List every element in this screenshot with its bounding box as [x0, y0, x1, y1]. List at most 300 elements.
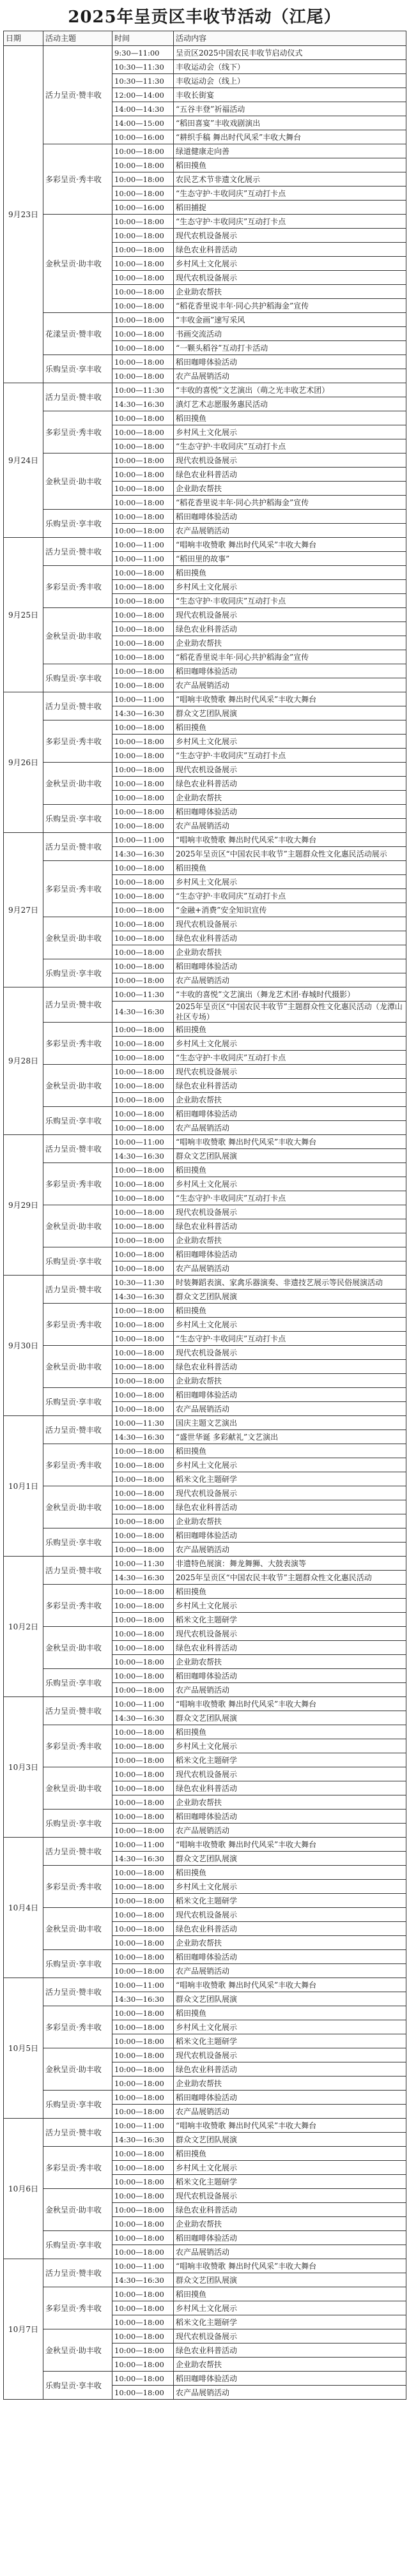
time-cell: 10:00—18:00 [112, 327, 174, 341]
time-cell: 14:30—16:30 [112, 1290, 174, 1304]
content-cell: 群众文艺团队展演 [174, 2273, 406, 2287]
time-cell: 10:00—18:00 [112, 1472, 174, 1486]
content-cell: 稻田咖啡体验活动 [174, 1669, 406, 1683]
time-cell: 10:00—18:00 [112, 791, 174, 805]
table-row [4, 383, 406, 397]
theme-cell: 多彩呈贡·秀丰收 [43, 1304, 112, 1346]
header-time: 时间 [112, 31, 174, 46]
content-cell: “丰收的喜悦”文艺演出（舞龙艺术团·春城时代摄影） [174, 987, 406, 1002]
content-cell: 农产品展销活动 [174, 1543, 406, 1557]
content-cell: 稻田咖啡体验活动 [174, 1388, 406, 1402]
time-cell: 10:00—18:00 [112, 1543, 174, 1557]
time-cell: 10:00—18:00 [112, 2161, 174, 2175]
time-cell: 10:00—18:00 [112, 313, 174, 327]
time-cell: 10:00—18:00 [112, 2287, 174, 2301]
table-row [4, 805, 406, 819]
time-cell: 10:00—18:00 [112, 608, 174, 622]
table-row [4, 1866, 406, 1880]
table-row [4, 355, 406, 369]
content-cell: 稻田摸鱼 [174, 1163, 406, 1177]
theme-cell: 多彩呈贡·秀丰收 [43, 1725, 112, 1767]
content-cell: “稻花香里说丰年·同心共护稻海金”宣传 [174, 496, 406, 510]
time-cell: 14:00—15:00 [112, 116, 174, 130]
schedule-body [4, 46, 406, 2400]
time-cell: 10:00—18:00 [112, 1261, 174, 1276]
time-cell: 10:00—18:00 [112, 650, 174, 664]
time-cell: 10:00—18:00 [112, 2344, 174, 2358]
theme-cell: 金秋呈贡·助丰收 [43, 1065, 112, 1107]
theme-cell: 乐购呈贡·享丰收 [43, 2372, 112, 2400]
content-cell: 稻米文化主题研学 [174, 2315, 406, 2329]
time-cell: 10:00—11:30 [112, 1416, 174, 1430]
time-cell: 10:00—18:00 [112, 1121, 174, 1135]
content-cell: 现代农机设备展示 [174, 271, 406, 285]
table-row [4, 1978, 406, 1992]
table-row [4, 1247, 406, 1261]
content-cell: 现代农机设备展示 [174, 229, 406, 243]
content-cell: 群众文艺团队展演 [174, 1290, 406, 1304]
time-cell: 10:00—18:00 [112, 1023, 174, 1037]
time-cell: 10:00—18:00 [112, 1486, 174, 1500]
theme-cell: 金秋呈贡·助丰收 [43, 2329, 112, 2372]
content-cell: 农产品展销活动 [174, 2245, 406, 2259]
table-row [4, 2189, 406, 2203]
table-row [4, 538, 406, 552]
time-cell: 10:00—18:00 [112, 1627, 174, 1641]
content-cell: 绿色农业科普活动 [174, 1360, 406, 1374]
table-row [4, 1908, 406, 1922]
theme-cell: 乐购呈贡·享丰收 [43, 2091, 112, 2119]
content-cell: 绿色农业科普活动 [174, 1781, 406, 1795]
time-cell: 10:00—18:00 [112, 2301, 174, 2315]
content-cell: 农产品展销活动 [174, 678, 406, 692]
content-cell: 稻田摸鱼 [174, 2287, 406, 2301]
content-cell: 绿色农业科普活动 [174, 1641, 406, 1655]
time-cell: 14:30—16:30 [112, 1002, 174, 1023]
time-cell: 10:00—18:00 [112, 1936, 174, 1950]
table-row [4, 411, 406, 425]
content-cell: 企业助农帮扶 [174, 285, 406, 299]
time-cell: 10:00—18:00 [112, 1247, 174, 1261]
content-cell: 绿色农业科普活动 [174, 243, 406, 257]
date-cell: 9月27日 [4, 833, 43, 987]
content-cell: 稻田咖啡体验活动 [174, 1810, 406, 1824]
time-cell: 10:00—18:00 [112, 1514, 174, 1528]
content-cell: 稻田摸鱼 [174, 158, 406, 172]
content-cell: 现代农机设备展示 [174, 2189, 406, 2203]
time-cell: 10:00—11:00 [112, 1838, 174, 1852]
date-cell: 9月28日 [4, 987, 43, 1135]
content-cell: 稻田咖啡体验活动 [174, 355, 406, 369]
time-cell: 10:00—18:00 [112, 524, 174, 538]
time-cell: 14:30—16:30 [112, 2133, 174, 2147]
theme-cell: 乐购呈贡·享丰收 [43, 1950, 112, 1978]
theme-cell: 活力呈贡·赞丰收 [43, 1135, 112, 1163]
content-cell: 稻田摸鱼 [174, 1023, 406, 1037]
time-cell: 10:00—18:00 [112, 1810, 174, 1824]
time-cell: 10:00—18:00 [112, 1458, 174, 1472]
content-cell: “生态守护·丰收同庆”互动打卡点 [174, 215, 406, 229]
time-cell: 10:00—11:00 [112, 1697, 174, 1711]
content-cell: 稻田摸鱼 [174, 566, 406, 580]
table-row [4, 2006, 406, 2020]
time-cell: 10:00—18:00 [112, 2048, 174, 2062]
time-cell: 10:00—11:00 [112, 2259, 174, 2273]
theme-cell: 多彩呈贡·秀丰收 [43, 1866, 112, 1908]
table-row [4, 2048, 406, 2062]
time-cell: 10:00—18:00 [112, 636, 174, 650]
time-cell: 10:00—18:00 [112, 1360, 174, 1374]
time-cell: 12:00—14:00 [112, 88, 174, 102]
content-cell: 稻田咖啡体验活动 [174, 1528, 406, 1543]
table-row [4, 861, 406, 875]
time-cell: 10:00—18:00 [112, 1304, 174, 1318]
time-cell: 10:00—18:00 [112, 805, 174, 819]
time-cell: 10:00—18:00 [112, 1866, 174, 1880]
content-cell: 绿色农业科普活动 [174, 2344, 406, 2358]
content-cell: 现代农机设备展示 [174, 1346, 406, 1360]
theme-cell: 多彩呈贡·秀丰收 [43, 720, 112, 763]
theme-cell: 活力呈贡·赞丰收 [43, 1697, 112, 1725]
table-row [4, 1135, 406, 1149]
table-row [4, 2259, 406, 2273]
time-cell: 10:00—18:00 [112, 777, 174, 791]
time-cell: 10:00—18:00 [112, 622, 174, 636]
content-cell: 群众文艺团队展演 [174, 1711, 406, 1725]
table-row [4, 1107, 406, 1121]
time-cell: 14:30—16:30 [112, 1711, 174, 1725]
date-cell: 9月29日 [4, 1135, 43, 1276]
time-cell: 10:00—18:00 [112, 215, 174, 229]
time-cell: 10:00—11:00 [112, 1135, 174, 1149]
time-cell: 10:00—18:00 [112, 2372, 174, 2386]
table-row [4, 959, 406, 973]
table-row [4, 664, 406, 678]
theme-cell: 金秋呈贡·助丰收 [43, 1908, 112, 1950]
table-row [4, 2231, 406, 2245]
table-row [4, 720, 406, 735]
theme-cell: 活力呈贡·赞丰收 [43, 1416, 112, 1444]
content-cell: 企业助农帮扶 [174, 1093, 406, 1107]
content-cell: 绿色农业科普活动 [174, 468, 406, 482]
time-cell: 10:00—18:00 [112, 1824, 174, 1838]
table-row [4, 1444, 406, 1458]
time-cell: 10:00—18:00 [112, 2006, 174, 2020]
time-cell: 10:00—18:00 [112, 229, 174, 243]
content-cell: 稻田摸鱼 [174, 861, 406, 875]
content-cell: 乡村风土文化展示 [174, 1177, 406, 1191]
table-row [4, 566, 406, 580]
content-cell: 企业助农帮扶 [174, 1514, 406, 1528]
time-cell: 10:00—18:00 [112, 1205, 174, 1219]
time-cell: 10:00—18:00 [112, 1880, 174, 1894]
time-cell: 10:00—11:00 [112, 2119, 174, 2133]
content-cell: 农产品展销活动 [174, 973, 406, 987]
theme-cell: 活力呈贡·赞丰收 [43, 692, 112, 720]
content-cell: 绿色农业科普活动 [174, 931, 406, 945]
time-cell: 10:00—18:00 [112, 1093, 174, 1107]
time-cell: 10:00—18:00 [112, 1767, 174, 1781]
table-row [4, 1838, 406, 1852]
content-cell: 企业助农帮扶 [174, 1233, 406, 1247]
time-cell: 10:00—18:00 [112, 496, 174, 510]
table-row [4, 1557, 406, 1571]
time-cell: 10:00—11:30 [112, 1557, 174, 1571]
time-cell: 10:00—18:00 [112, 1585, 174, 1599]
time-cell: 10:00—18:00 [112, 369, 174, 383]
content-cell: 现代农机设备展示 [174, 1486, 406, 1500]
time-cell: 10:00—18:00 [112, 2175, 174, 2189]
theme-cell: 乐购呈贡·享丰收 [43, 805, 112, 833]
content-cell: 现代农机设备展示 [174, 1908, 406, 1922]
table-row [4, 1065, 406, 1079]
time-cell: 10:00—18:00 [112, 1894, 174, 1908]
time-cell: 10:00—18:00 [112, 1079, 174, 1093]
time-cell: 10:00—18:00 [112, 172, 174, 187]
time-cell: 10:00—18:00 [112, 1528, 174, 1543]
time-cell: 10:00—18:00 [112, 2386, 174, 2400]
date-cell: 10月7日 [4, 2259, 43, 2400]
time-cell: 10:00—18:00 [112, 580, 174, 594]
content-cell: 群众文艺团队展演 [174, 2133, 406, 2147]
content-cell: 乡村风土文化展示 [174, 1599, 406, 1613]
content-cell: 乡村风土文化展示 [174, 1318, 406, 1332]
content-cell: 稻田咖啡体验活动 [174, 959, 406, 973]
content-cell: “唱响丰收赞歌 舞出时代风采”丰收大舞台 [174, 2119, 406, 2133]
time-cell: 10:30—11:30 [112, 60, 174, 74]
table-row [4, 1388, 406, 1402]
time-cell: 10:00—18:00 [112, 903, 174, 917]
time-cell: 10:00—18:00 [112, 2231, 174, 2245]
table-row [4, 1767, 406, 1781]
content-cell: 农产品展销活动 [174, 1824, 406, 1838]
time-cell: 10:00—18:00 [112, 468, 174, 482]
time-cell: 10:30—11:30 [112, 74, 174, 88]
time-cell: 10:00—18:00 [112, 243, 174, 257]
date-cell: 10月5日 [4, 1978, 43, 2119]
content-cell: 丰收运动会（线上） [174, 74, 406, 88]
content-cell: 农产品展销活动 [174, 1121, 406, 1135]
time-cell: 10:00—18:00 [112, 2105, 174, 2119]
time-cell: 10:00—18:00 [112, 510, 174, 524]
content-cell: 绿色农业科普活动 [174, 1079, 406, 1093]
theme-cell: 多彩呈贡·秀丰收 [43, 2006, 112, 2048]
content-cell: 农产品展销活动 [174, 1964, 406, 1978]
content-cell: 现代农机设备展示 [174, 763, 406, 777]
time-cell: 10:00—16:00 [112, 130, 174, 144]
content-cell: 稻田摸鱼 [174, 720, 406, 735]
content-cell: 稻田摸鱼 [174, 1304, 406, 1318]
content-cell: 稻田摸鱼 [174, 2006, 406, 2020]
time-cell: 10:00—18:00 [112, 1219, 174, 1233]
table-header [4, 31, 406, 46]
content-cell: 乡村风土文化展示 [174, 580, 406, 594]
time-cell: 10:00—11:00 [112, 1978, 174, 1992]
header-date: 日期 [4, 31, 43, 46]
time-cell: 10:00—18:00 [112, 1191, 174, 1205]
theme-cell: 活力呈贡·赞丰收 [43, 1276, 112, 1304]
time-cell: 10:00—18:00 [112, 819, 174, 833]
time-cell: 10:00—18:00 [112, 594, 174, 608]
content-cell: 绿色农业科普活动 [174, 1922, 406, 1936]
time-cell: 10:00—18:00 [112, 861, 174, 875]
time-cell: 10:00—18:00 [112, 945, 174, 959]
table-row [4, 1669, 406, 1683]
table-row [4, 1023, 406, 1037]
table-row [4, 1697, 406, 1711]
content-cell: “唱响丰收赞歌 舞出时代风采”丰收大舞台 [174, 1838, 406, 1852]
time-cell: 10:00—18:00 [112, 2062, 174, 2077]
time-cell: 10:00—18:00 [112, 1107, 174, 1121]
content-cell: “唱响丰收赞歌 舞出时代风采”丰收大舞台 [174, 833, 406, 847]
time-cell: 10:00—18:00 [112, 2034, 174, 2048]
theme-cell: 活力呈贡·赞丰收 [43, 1557, 112, 1585]
content-cell: “生态守护·丰收同庆”互动打卡点 [174, 1051, 406, 1065]
content-cell: “丰收的喜悦”文艺演出（萌之光丰收艺术团） [174, 383, 406, 397]
schedule-table [3, 31, 406, 2400]
content-cell: 群众文艺团队展演 [174, 1149, 406, 1163]
time-cell: 10:00—18:00 [112, 2245, 174, 2259]
date-cell: 9月30日 [4, 1276, 43, 1416]
content-cell: 呈贡区2025中国农民丰收节启动仪式 [174, 46, 406, 60]
time-cell: 10:00—18:00 [112, 2077, 174, 2091]
content-cell: 稻米文化主题研学 [174, 1472, 406, 1486]
table-row [4, 2287, 406, 2301]
time-cell: 10:00—18:00 [112, 257, 174, 271]
time-cell: 10:00—18:00 [112, 285, 174, 299]
date-cell: 10月2日 [4, 1557, 43, 1697]
content-cell: “生态守护·丰收同庆”互动打卡点 [174, 889, 406, 903]
theme-cell: 活力呈贡·赞丰收 [43, 2119, 112, 2147]
content-cell: 乡村风土文化展示 [174, 1880, 406, 1894]
table-row [4, 1205, 406, 1219]
content-cell: 绿色农业科普活动 [174, 2203, 406, 2217]
table-row [4, 1810, 406, 1824]
time-cell: 14:30—16:30 [112, 1149, 174, 1163]
time-cell: 10:00—18:00 [112, 1908, 174, 1922]
content-cell: 农产品展销活动 [174, 1683, 406, 1697]
time-cell: 10:00—18:00 [112, 2147, 174, 2161]
content-cell: 稻田咖啡体验活动 [174, 664, 406, 678]
time-cell: 10:00—18:00 [112, 735, 174, 749]
theme-cell: 金秋呈贡·助丰收 [43, 608, 112, 664]
table-row [4, 1346, 406, 1360]
content-cell: 乡村风土文化展示 [174, 257, 406, 271]
content-cell: “生态守护·丰收同庆”互动打卡点 [174, 1191, 406, 1205]
theme-cell: 多彩呈贡·秀丰收 [43, 411, 112, 453]
table-row [4, 2329, 406, 2344]
time-cell: 10:00—18:00 [112, 1781, 174, 1795]
table-row [4, 1304, 406, 1318]
table-row [4, 2119, 406, 2133]
table-row [4, 1950, 406, 1964]
content-cell: “生态守护·丰收同庆”互动打卡点 [174, 594, 406, 608]
content-cell: 稻米文化主题研学 [174, 1753, 406, 1767]
table-row [4, 608, 406, 622]
content-cell: 企业助农帮扶 [174, 945, 406, 959]
time-cell: 10:00—18:00 [112, 2358, 174, 2372]
content-cell: 稻田摸鱼 [174, 2147, 406, 2161]
content-cell: 2025年呈贡区“中国农民丰收节”主题群众性文化惠民活动展示 [174, 847, 406, 861]
time-cell: 10:00—18:00 [112, 1795, 174, 1810]
table-row [4, 1725, 406, 1739]
content-cell: 稻田咖啡体验活动 [174, 1950, 406, 1964]
theme-cell: 活力呈贡·赞丰收 [43, 833, 112, 861]
theme-cell: 多彩呈贡·秀丰收 [43, 2287, 112, 2329]
content-cell: 乡村风土文化展示 [174, 875, 406, 889]
time-cell: 10:00—18:00 [112, 763, 174, 777]
time-cell: 14:30—16:30 [112, 1992, 174, 2006]
content-cell: 企业助农帮扶 [174, 2217, 406, 2231]
time-cell: 14:00—14:30 [112, 102, 174, 116]
time-cell: 10:00—18:00 [112, 1037, 174, 1051]
content-cell: 群众文艺团队展演 [174, 1852, 406, 1866]
theme-cell: 金秋呈贡·助丰收 [43, 2189, 112, 2231]
date-cell: 9月26日 [4, 692, 43, 833]
content-cell: 企业助农帮扶 [174, 2077, 406, 2091]
time-cell: 10:00—18:00 [112, 1500, 174, 1514]
table-row [4, 46, 406, 60]
time-cell: 14:30—16:30 [112, 1852, 174, 1866]
time-cell: 10:00—18:00 [112, 566, 174, 580]
content-cell: 农产品展销活动 [174, 1261, 406, 1276]
content-cell: 稻田咖啡体验活动 [174, 2091, 406, 2105]
content-cell: 企业助农帮扶 [174, 2358, 406, 2372]
time-cell: 10:00—18:00 [112, 1739, 174, 1753]
time-cell: 10:00—18:00 [112, 482, 174, 496]
time-cell: 10:00—18:00 [112, 1177, 174, 1191]
table-row [4, 1416, 406, 1430]
content-cell: 稻米文化主题研学 [174, 2175, 406, 2189]
time-cell: 10:00—18:00 [112, 1346, 174, 1360]
time-cell: 10:00—18:00 [112, 1318, 174, 1332]
table-row [4, 833, 406, 847]
time-cell: 10:00—18:00 [112, 425, 174, 439]
theme-cell: 多彩呈贡·秀丰收 [43, 1444, 112, 1486]
schedule-document [3, 0, 406, 2400]
time-cell: 10:00—18:00 [112, 1051, 174, 1065]
theme-cell: 乐购呈贡·享丰收 [43, 1388, 112, 1416]
time-cell: 10:00—18:00 [112, 931, 174, 945]
theme-cell: 金秋呈贡·助丰收 [43, 1486, 112, 1528]
header-theme: 活动主题 [43, 31, 112, 46]
content-cell: 企业助农帮扶 [174, 1655, 406, 1669]
time-cell: 10:00—18:00 [112, 144, 174, 158]
content-cell: 稻田摸鱼 [174, 1725, 406, 1739]
time-cell: 14:30—16:30 [112, 2273, 174, 2287]
theme-cell: 活力呈贡·赞丰收 [43, 383, 112, 411]
content-cell: 群众文艺团队展演 [174, 1992, 406, 2006]
time-cell: 10:00—18:00 [112, 1388, 174, 1402]
time-cell: 10:00—18:00 [112, 1641, 174, 1655]
time-cell: 10:00—18:00 [112, 2203, 174, 2217]
content-cell: 企业助农帮扶 [174, 1795, 406, 1810]
date-cell: 10月4日 [4, 1838, 43, 1978]
content-cell: 乡村风土文化展示 [174, 735, 406, 749]
time-cell: 10:00—18:00 [112, 271, 174, 285]
content-cell: 稻田咖啡体验活动 [174, 2372, 406, 2386]
content-cell: 滇灯艺术志愿服务惠民活动 [174, 397, 406, 411]
time-cell: 10:00—18:00 [112, 1753, 174, 1767]
content-cell: 稻田咖啡体验活动 [174, 1107, 406, 1121]
content-cell: 乡村风土文化展示 [174, 2020, 406, 2034]
time-cell: 10:00—18:00 [112, 1374, 174, 1388]
theme-cell: 乐购呈贡·享丰收 [43, 1107, 112, 1135]
content-cell: 企业助农帮扶 [174, 791, 406, 805]
content-cell: 非遗特色展演：舞龙舞狮、大鼓表演等 [174, 1557, 406, 1571]
content-cell: 现代农机设备展示 [174, 2329, 406, 2344]
theme-cell: 乐购呈贡·享丰收 [43, 1528, 112, 1557]
